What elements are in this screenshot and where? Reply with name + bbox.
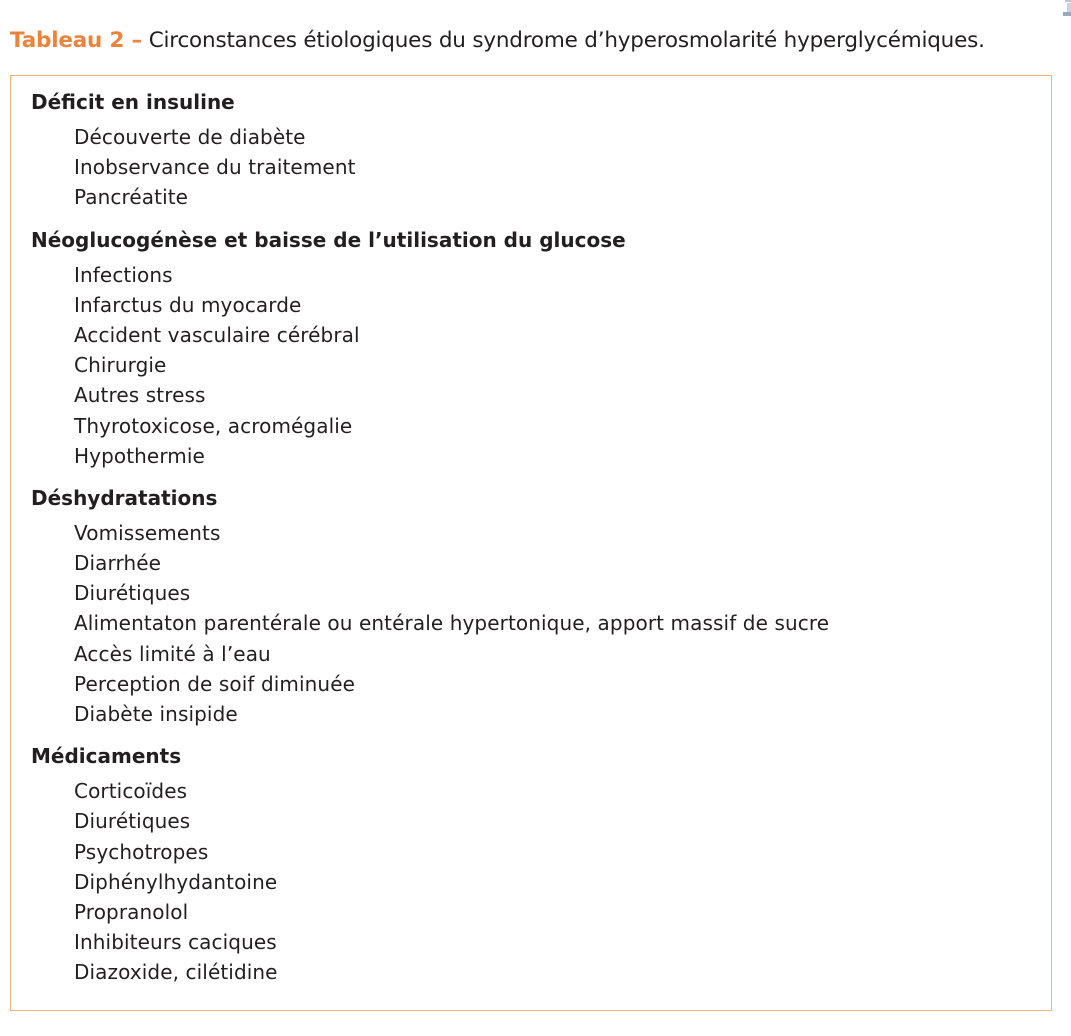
section-neoglucogenese (31, 226, 829, 471)
section-deshydratations (31, 484, 829, 729)
etiology-table (10, 75, 1052, 1011)
list-item: Vomissements (74, 520, 221, 545)
table-caption (10, 26, 985, 56)
page-corner-mark-icon (1057, 0, 1071, 18)
section-items (31, 122, 829, 213)
list-item: Diabète insipide (74, 702, 238, 726)
section-items (31, 518, 829, 729)
list-item: Propranolol (74, 899, 189, 924)
list-item: Alimentaton parentérale ou entérale hypertonique, apport massif de sucre (74, 611, 830, 636)
list-item: Infections (74, 262, 173, 287)
list-item: Découverte de diabète (74, 125, 306, 149)
list-item: Corticoïdes (74, 779, 188, 804)
list-item: Diazoxide, cilétidine (74, 960, 278, 985)
list-item: Diarrhée (74, 551, 162, 576)
list-item: Diurétiques (74, 581, 191, 606)
section-title: Déficit en insuline (31, 90, 235, 114)
list-item: Infarctus du myocarde (74, 292, 302, 317)
table-caption-label: Tableau 2 – (10, 28, 143, 53)
section-deficit-insuline (31, 88, 829, 213)
list-item: Inhibiteurs caciques (74, 930, 277, 955)
list-item: Diurétiques (74, 809, 191, 834)
list-item: Perception de soif diminuée (74, 671, 356, 696)
list-item: Pancréatite (74, 185, 189, 210)
list-item: Diphénylhydantoine (74, 869, 278, 894)
section-items (31, 776, 829, 987)
list-item: Thyrotoxicose, acromégalie (74, 413, 353, 438)
section-title: Médicaments (31, 744, 182, 769)
table-caption-text: Circonstances étiologiques du syndrome d’hyperosmolarité hyperglycémiques. (148, 28, 985, 53)
table-content (31, 88, 829, 988)
section-medicaments (31, 742, 829, 987)
list-item: Accident vasculaire cérébral (74, 322, 360, 347)
section-items (31, 260, 829, 471)
list-item: Chirurgie (74, 353, 167, 378)
section-title: Déshydratations (31, 485, 218, 510)
list-item: Autres stress (74, 383, 206, 408)
list-item: Hypothermie (74, 443, 205, 468)
section-title: Néoglucogénèse et baisse de l’utilisation du glucose (31, 227, 626, 252)
list-item: Accès limité à l’eau (74, 641, 271, 666)
list-item: Inobservance du traitement (74, 155, 356, 180)
list-item: Psychotropes (74, 839, 209, 864)
